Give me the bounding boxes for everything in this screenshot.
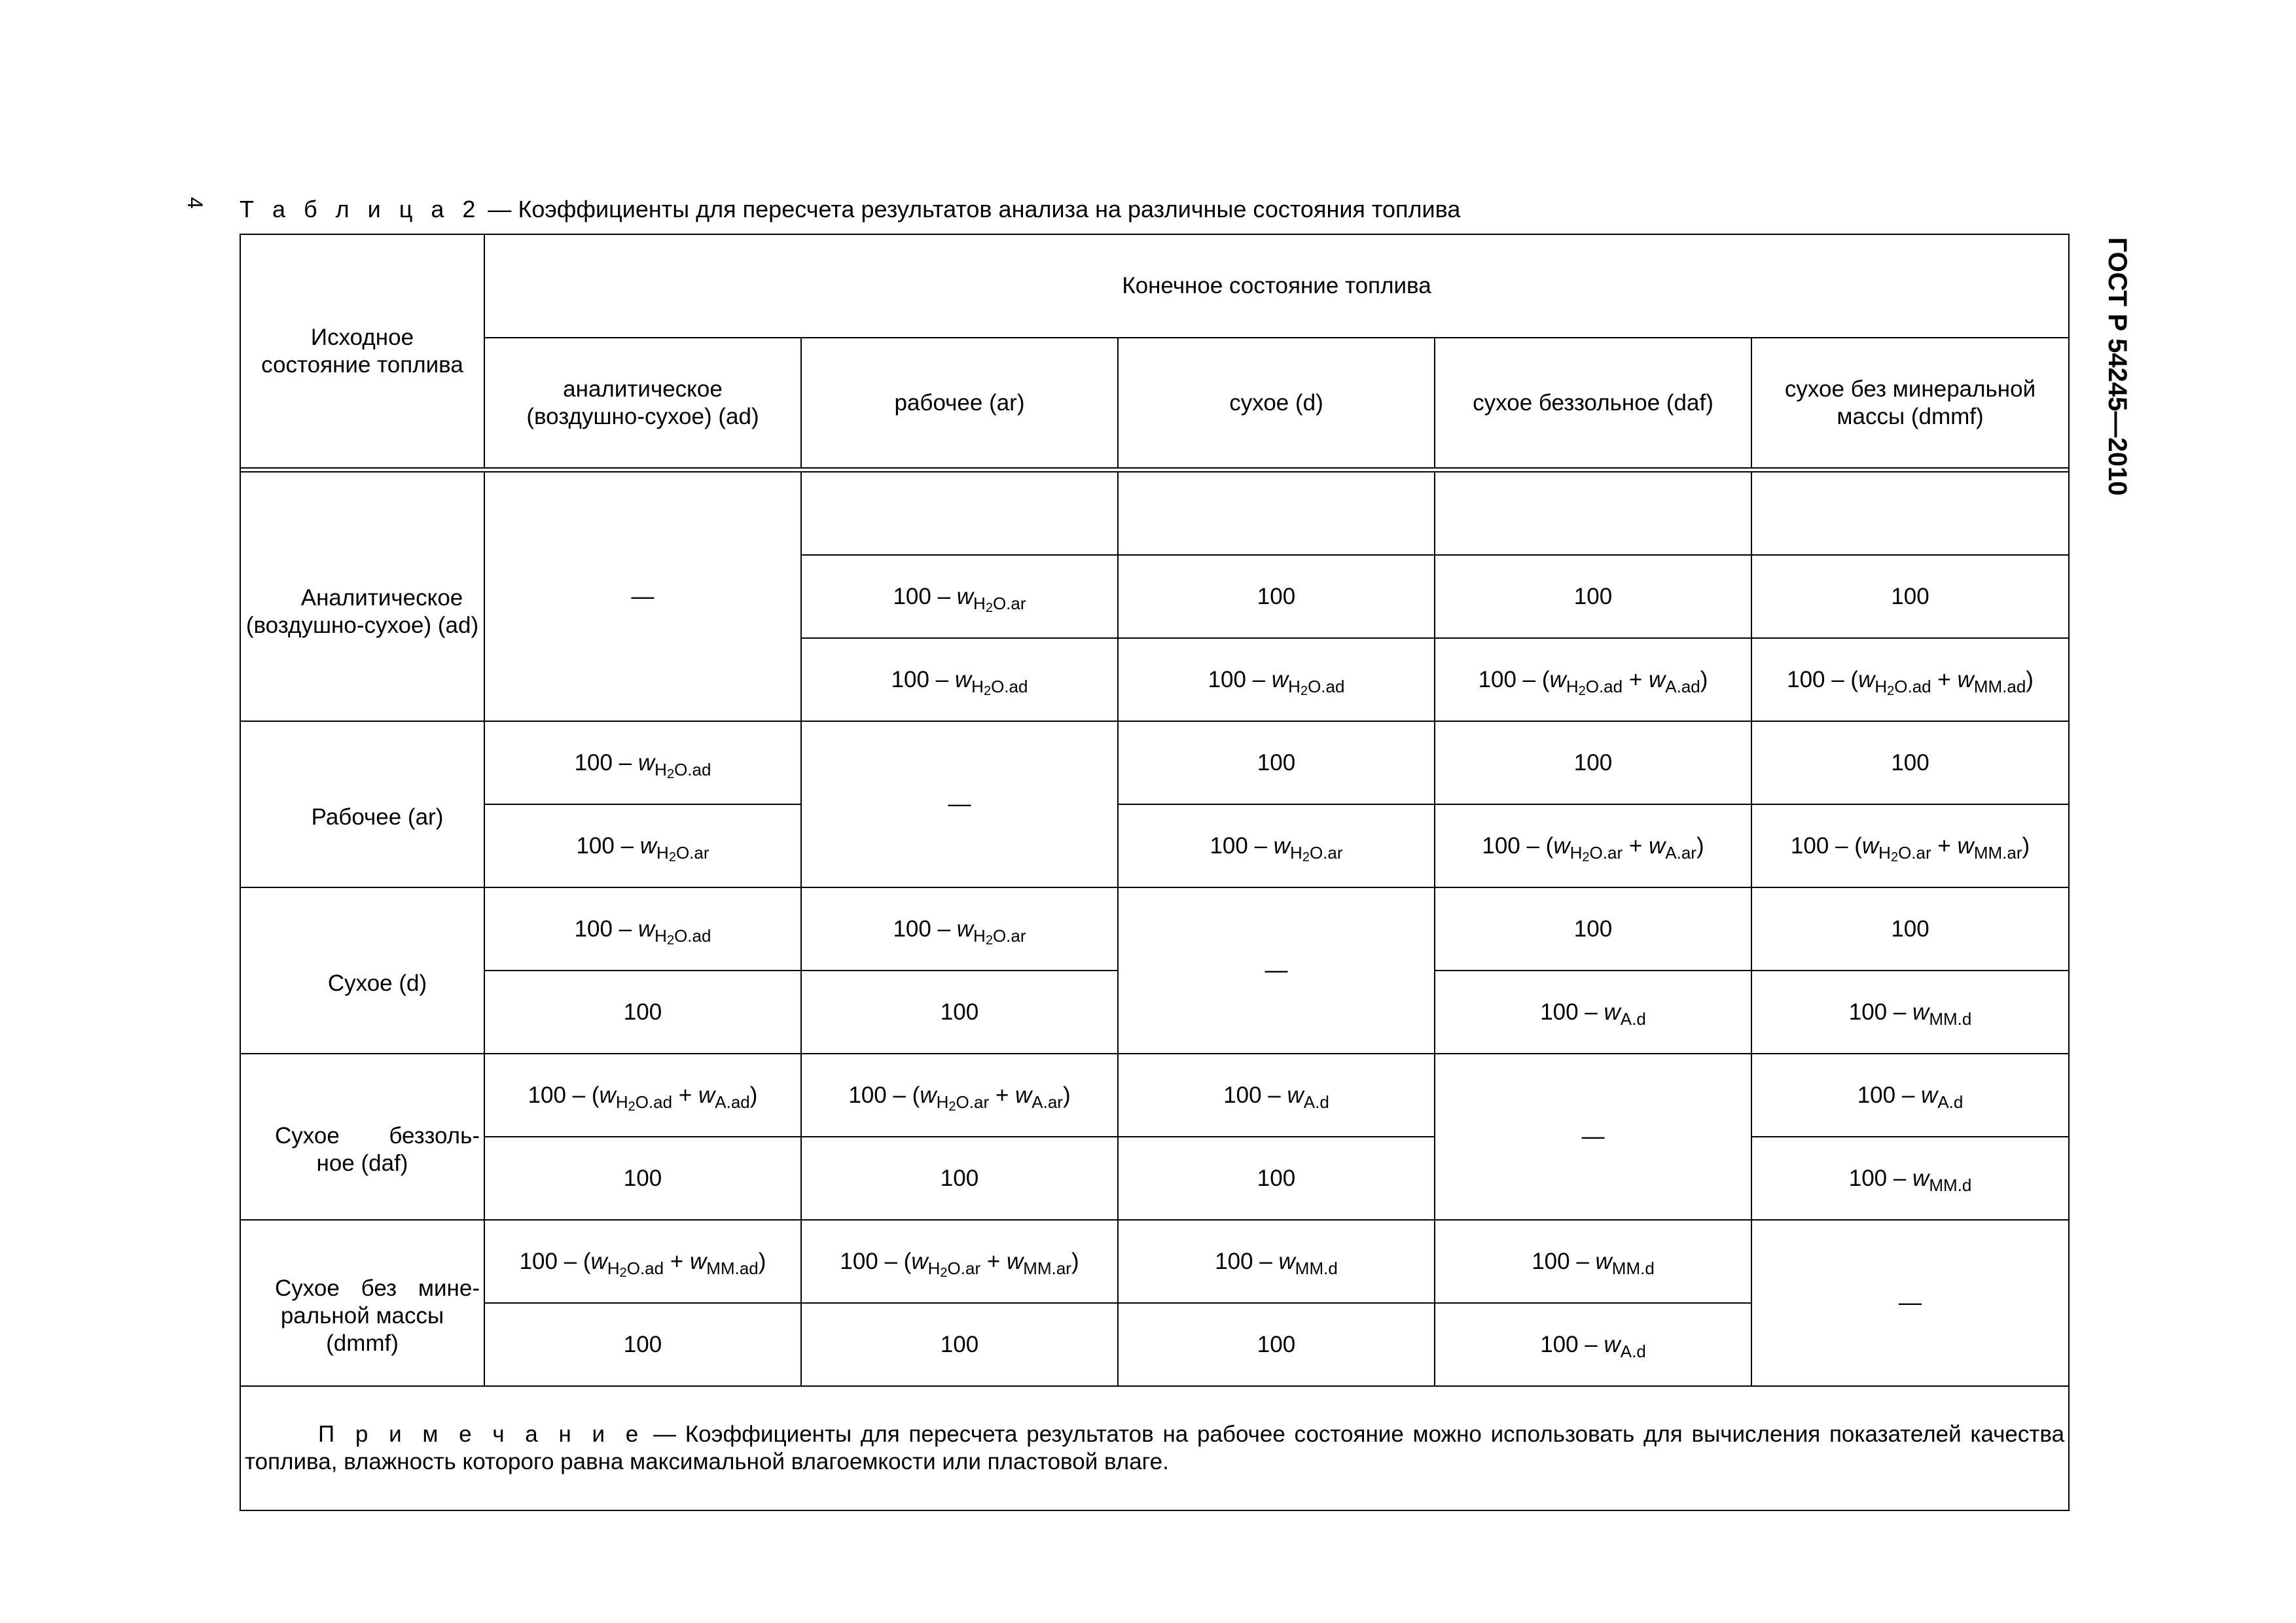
formula-sub: MM.ad — [1973, 676, 2026, 696]
formula-part: + — [664, 1248, 690, 1274]
cell-d-ar-num — [801, 887, 1118, 971]
formula-w: w — [1858, 666, 1875, 692]
cell-d-ar-den: 100 — [801, 971, 1118, 1054]
formula-sub: H2O.ad — [971, 676, 1028, 698]
header-col-d: сухое (d) — [1118, 338, 1435, 468]
formula-sub: H2O.ar — [1290, 842, 1343, 865]
formula-sub: A.ad — [715, 1092, 750, 1112]
cell-daf-ar-den: 100 — [801, 1137, 1118, 1220]
row-head-dmmf-line1: Сухое без мине- — [275, 1275, 480, 1301]
note-paragraph — [245, 1421, 2064, 1476]
note-dash: — — [644, 1421, 685, 1447]
note-text: Коэффициенты для пересчета результатов на рабочее состояние можно использовать для вычисления показателей качества топлива, влажность которого равна максимальной влагоемкости или пластовой влаге. — [245, 1421, 2065, 1474]
cell-d-dmmf-den — [1751, 971, 2069, 1054]
cell-dmmf-d-num — [1118, 1220, 1435, 1303]
formula-part: 100 – ( — [848, 1082, 920, 1108]
formula-w: w — [637, 749, 655, 776]
row-head-dmmf — [240, 1220, 484, 1386]
cell-empty — [1751, 472, 2069, 555]
cell-ad-ar-den — [801, 638, 1118, 721]
formula-sub: H2O.ad — [655, 925, 711, 948]
formula-w: w — [920, 1082, 937, 1108]
formula-part: 100 – — [1540, 999, 1604, 1025]
row-head-daf-line1 — [245, 1122, 480, 1150]
cell-d-ad-num — [484, 887, 801, 971]
formula-sub: MM.ar — [1023, 1258, 1071, 1278]
cell-daf-d-den: 100 — [1118, 1137, 1435, 1220]
cell-ar-ad-num — [484, 721, 801, 804]
formula-part: ) — [1700, 666, 1708, 692]
formula-part: ) — [1062, 1082, 1071, 1108]
formula-sub: H2O.ad — [615, 1092, 673, 1114]
formula-sub: A.d — [1620, 1341, 1646, 1361]
formula-sub: MM.d — [1929, 1008, 1972, 1029]
row-head-d — [240, 887, 484, 1054]
formula-sub: H2O.ar — [936, 1092, 990, 1114]
formula-part: 100 – — [1215, 1248, 1279, 1274]
cell-empty — [801, 472, 1118, 555]
formula-part: 100 – — [574, 749, 638, 776]
formula-sub: H2O.ad — [1874, 676, 1931, 698]
formula-part: ) — [749, 1082, 758, 1108]
cell-ad-d-den — [1118, 638, 1435, 721]
cell-daf-d-num — [1118, 1054, 1435, 1137]
formula-sub: H2O.ar — [1878, 842, 1931, 865]
cell-ar-d-den — [1118, 804, 1435, 887]
formula-part: + — [1931, 832, 1958, 859]
formula-part: 100 – — [1848, 1165, 1913, 1191]
formula-w: w — [954, 666, 972, 692]
header-col-ad: аналитическое (воздушно-сухое) (ad) — [484, 338, 801, 468]
formula-part: 100 – — [1210, 832, 1274, 859]
formula-sub: H2O.ar — [973, 925, 1026, 948]
formula-w: w — [590, 1248, 607, 1274]
table-caption — [240, 195, 1460, 224]
formula-w: w — [1648, 666, 1666, 692]
header-col-ar: рабочее (ar) — [801, 338, 1118, 468]
row-head-daf-word2: беззоль- — [389, 1123, 480, 1149]
formula-w: w — [956, 916, 974, 942]
header-source-state: Исходное состояние топлива — [240, 234, 484, 468]
formula-part: 100 – — [893, 583, 957, 609]
formula-sub: H2O.ad — [1288, 676, 1345, 698]
formula-w: w — [1271, 666, 1289, 692]
formula-part: 100 – ( — [1790, 832, 1862, 859]
formula-sub: MM.d — [1611, 1258, 1655, 1278]
formula-w: w — [637, 916, 655, 942]
formula-sub: A.ad — [1665, 676, 1700, 696]
row-head-ad-text: Аналитическое (воздушно-сухое) (ad) — [245, 584, 479, 638]
formula-w: w — [956, 583, 974, 609]
cell-dmmf-d-den: 100 — [1118, 1303, 1435, 1386]
cell-daf-ad-den: 100 — [484, 1137, 801, 1220]
formula-part: ) — [2026, 666, 2034, 692]
formula-w: w — [1912, 1165, 1929, 1191]
formula-part: 100 – — [893, 916, 957, 942]
header-col-daf: сухое беззольное (daf) — [1435, 338, 1751, 468]
formula-part: + — [672, 1082, 698, 1108]
formula-w: w — [1015, 1082, 1032, 1108]
formula-w: w — [1912, 999, 1929, 1025]
page-number: 4 — [183, 197, 207, 209]
header-col-dmmf: сухое без минеральной массы (dmmf) — [1751, 338, 2069, 468]
formula-w: w — [911, 1248, 928, 1274]
formula-w: w — [1861, 832, 1879, 859]
formula-w: w — [1007, 1248, 1024, 1274]
cell-ar-ad-den — [484, 804, 801, 887]
formula-sub: MM.ar — [1973, 842, 2022, 863]
formula-sub: H2O.ad — [1566, 676, 1623, 698]
formula-w: w — [599, 1082, 616, 1108]
formula-part: ) — [2022, 832, 2030, 859]
formula-w: w — [1595, 1248, 1612, 1274]
caption-label: Т а б л и ц а 2 — [240, 196, 482, 223]
formula-part: 100 – — [1208, 666, 1272, 692]
cell-empty — [1118, 472, 1435, 555]
cell-dmmf-ad-den: 100 — [484, 1303, 801, 1386]
cell-empty — [1435, 472, 1751, 555]
formula-sub: MM.d — [1929, 1175, 1972, 1195]
table-note — [240, 1386, 2069, 1510]
cell-dmmf-daf-den — [1435, 1303, 1751, 1386]
formula-w: w — [1273, 832, 1291, 859]
formula-part: 100 – ( — [1787, 666, 1859, 692]
cell-ar-daf-den — [1435, 804, 1751, 887]
formula-sub: A.d — [1937, 1092, 1964, 1112]
cell-ad-daf-num: 100 — [1435, 555, 1751, 638]
cell-d-ad-den: 100 — [484, 971, 801, 1054]
formula-w: w — [1957, 666, 1974, 692]
formula-sub: H2O.ar — [973, 593, 1026, 615]
formula-part: + — [980, 1248, 1007, 1274]
formula-w: w — [1649, 832, 1666, 859]
caption-text: Коэффициенты для пересчета результатов анализа на различные состояния топлива — [518, 196, 1461, 223]
row-head-dmmf-line2: ральной массы — [280, 1303, 444, 1329]
formula-part: ) — [1696, 832, 1704, 859]
cell-ad-ad: — — [484, 472, 801, 721]
formula-part: 100 – — [1857, 1082, 1922, 1108]
cell-d-daf-num: 100 — [1435, 887, 1751, 971]
formula-part: 100 – — [891, 666, 955, 692]
formula-sub: A.ar — [1665, 842, 1696, 863]
formula-sub: H2O.ar — [656, 842, 709, 865]
cell-d-d: — — [1118, 887, 1435, 1054]
formula-sub: A.d — [1303, 1092, 1329, 1112]
cell-daf-dmmf-den — [1751, 1137, 2069, 1220]
cell-daf-daf: — — [1435, 1054, 1751, 1220]
row-head-daf — [240, 1054, 484, 1220]
formula-w: w — [698, 1082, 715, 1108]
formula-w: w — [1287, 1082, 1304, 1108]
formula-part: 100 – — [1848, 999, 1913, 1025]
cell-daf-ar-num — [801, 1054, 1118, 1137]
formula-part: 100 – ( — [840, 1248, 912, 1274]
formula-w: w — [1553, 832, 1570, 859]
cell-d-dmmf-num: 100 — [1751, 887, 2069, 971]
cell-dmmf-ar-num — [801, 1220, 1118, 1303]
formula-w: w — [690, 1248, 707, 1274]
cell-dmmf-ad-num — [484, 1220, 801, 1303]
formula-w: w — [1957, 832, 1974, 859]
header-final-state: Конечное состояние топлива — [484, 234, 2069, 338]
formula-part: 100 – — [1223, 1082, 1287, 1108]
conversion-table — [240, 234, 2070, 1511]
formula-part: 100 – — [1540, 1331, 1604, 1357]
formula-part: 100 – — [576, 832, 640, 859]
row-head-ar-text: Рабочее (ar) — [311, 804, 444, 830]
cell-ad-daf-den — [1435, 638, 1751, 721]
formula-w: w — [1604, 999, 1621, 1025]
formula-part: ) — [758, 1248, 766, 1274]
formula-sub: H2O.ad — [607, 1258, 664, 1280]
formula-sub: H2O.ad — [655, 759, 711, 781]
formula-w: w — [1278, 1248, 1295, 1274]
formula-sub: H2O.ar — [927, 1258, 981, 1280]
formula-part: + — [1623, 832, 1649, 859]
formula-w: w — [1921, 1082, 1938, 1108]
standard-designation: ГОСТ Р 54245—2010 — [2103, 237, 2132, 496]
note-label: П р и м е ч а н и е — [318, 1421, 645, 1447]
cell-ad-dmmf-den — [1751, 638, 2069, 721]
formula-sub: MM.ad — [706, 1258, 759, 1278]
cell-ad-d-num: 100 — [1118, 555, 1435, 638]
cell-ar-dmmf-den — [1751, 804, 2069, 887]
formula-w: w — [1604, 1331, 1621, 1357]
formula-part: + — [1931, 666, 1958, 692]
cell-dmmf-dmmf: — — [1751, 1220, 2069, 1386]
formula-part: 100 – — [1532, 1248, 1596, 1274]
cell-dmmf-ar-den: 100 — [801, 1303, 1118, 1386]
cell-ar-d-num: 100 — [1118, 721, 1435, 804]
formula-part: 100 – ( — [1482, 832, 1554, 859]
formula-part: 100 – ( — [1478, 666, 1550, 692]
formula-sub: A.ar — [1031, 1092, 1063, 1112]
cell-ar-ar: — — [801, 721, 1118, 887]
formula-w: w — [1549, 666, 1566, 692]
caption-dash: — — [481, 196, 518, 223]
row-head-d-text: Сухое (d) — [327, 971, 427, 996]
formula-sub: A.d — [1620, 1008, 1646, 1029]
cell-ad-ar-num — [801, 555, 1118, 638]
cell-daf-dmmf-num — [1751, 1054, 2069, 1137]
cell-daf-ad-num — [484, 1054, 801, 1137]
formula-part: + — [989, 1082, 1015, 1108]
cell-dmmf-daf-num — [1435, 1220, 1751, 1303]
row-head-dmmf-line3: (dmmf) — [326, 1330, 399, 1356]
cell-d-daf-den — [1435, 971, 1751, 1054]
cell-ad-dmmf-num: 100 — [1751, 555, 2069, 638]
row-head-daf-word1: Сухое — [275, 1123, 340, 1149]
formula-part: 100 – ( — [528, 1082, 600, 1108]
row-head-ad — [240, 472, 484, 721]
row-head-ar — [240, 721, 484, 887]
formula-w: w — [639, 832, 657, 859]
row-head-daf-line2: ное (daf) — [316, 1150, 408, 1176]
formula-part: 100 – ( — [519, 1248, 591, 1274]
formula-sub: MM.d — [1295, 1258, 1338, 1278]
formula-part: + — [1623, 666, 1649, 692]
formula-part: 100 – — [574, 916, 638, 942]
formula-part: ) — [1071, 1248, 1079, 1274]
cell-ar-daf-num: 100 — [1435, 721, 1751, 804]
formula-sub: H2O.ar — [1570, 842, 1623, 865]
cell-ar-dmmf-num: 100 — [1751, 721, 2069, 804]
